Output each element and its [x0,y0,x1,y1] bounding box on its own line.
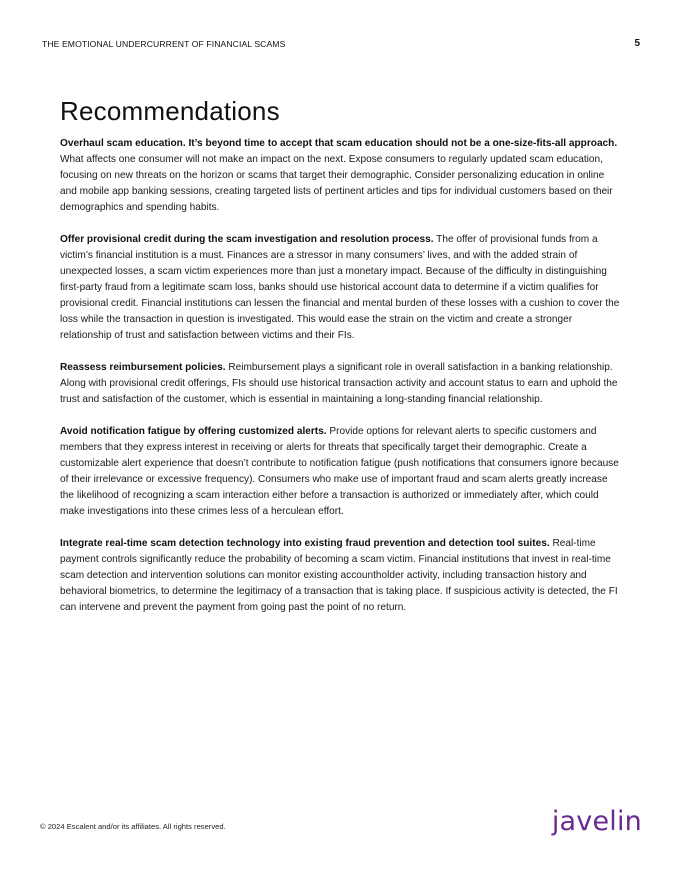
javelin-logo: javelin [551,806,642,837]
paragraph-real-time-detection [60,536,620,616]
paragraph-reimbursement [60,360,620,408]
recommendations-body [60,136,620,632]
paragraph-lead: Avoid notification fatigue by offering customized alerts. [60,426,327,437]
paragraph-text: The offer of provisional funds from a victim’s financial institution is a must. Finances are a stressor in many consumers’ lives, and with the added strain of unexpected losses, a scam victim experiences more than just a monetary impact. Because of the difficulty in distinguishing first-party fraud from a legitimate scam loss, banks should use historical account data to determine if a victim qualifies for provisional credit. Financial institutions can lessen the financial and mental burden of these losses with a cushion to cover the loss while the transaction in question is investigated. This would ease the strain on the victim and create a stronger relationship of trust and satisfaction between victims and their FIs. [60,234,620,341]
document-running-title: THE EMOTIONAL UNDERCURRENT OF FINANCIAL SCAMS [42,39,286,49]
paragraph-text: Reimbursement plays a significant role in overall satisfaction in a banking relationship. Along with provisional credit offerings, FIs should use historical transaction activity and account status to earn and uphold the trust and satisfaction of the customer, which is essential in maintaining a long-standing financial relationship. [60,362,618,405]
paragraph-scam-education [60,136,620,216]
paragraph-notification-fatigue [60,424,620,520]
page-number: 5 [634,38,640,49]
paragraph-lead: Integrate real-time scam detection technology into existing fraud prevention and detection tool suites. [60,538,550,549]
page-title: Recommendations [60,96,280,126]
paragraph-lead: Offer provisional credit during the scam investigation and resolution process. [60,234,434,245]
paragraph-provisional-credit [60,232,620,344]
paragraph-text: Provide options for relevant alerts to specific customers and members that they express interest in receiving or alerts for threats that specifically target their demographic. Create a customizable alert experience that doesn’t contribute to notification fatigue (push notifications that consumers ignore because of their irrelevance or excessive frequency). Consumers who make use of important fraud and scam alerts greatly increase the likelihood of recognizing a scam interaction either before a transaction is authorized or immediately after, which could make investigations into these crimes less of a herculean effort. [60,426,619,517]
paragraph-text: Real-time payment controls significantly reduce the probability of becoming a scam victim. Financial institutions that invest in real-time scam detection and intervention solutions can monitor existing accountholder activity, including transaction history and behavioral biometrics, to determine the legitimacy of a transaction that is taking place. If suspicious activity is detected, the FI can intervene and prevent the payment from going past the point of no return. [60,538,618,613]
paragraph-lead: Overhaul scam education. It’s beyond time to accept that scam education should not be a one-size-fits-all approach. [60,138,618,149]
paragraph-text: What affects one consumer will not make an impact on the next. Expose consumers to regularly updated scam education, focusing on new threats on the horizon or scams that target their demographic. Consider personalizing education in online and mobile app banking sessions, creating targeted lists of pertinent articles and tips for individual customers based on their demographics and spending habits. [60,154,613,213]
copyright-notice: © 2024 Escalent and/or its affiliates. All rights reserved. [40,822,226,831]
paragraph-lead: Reassess reimbursement policies. [60,362,226,373]
